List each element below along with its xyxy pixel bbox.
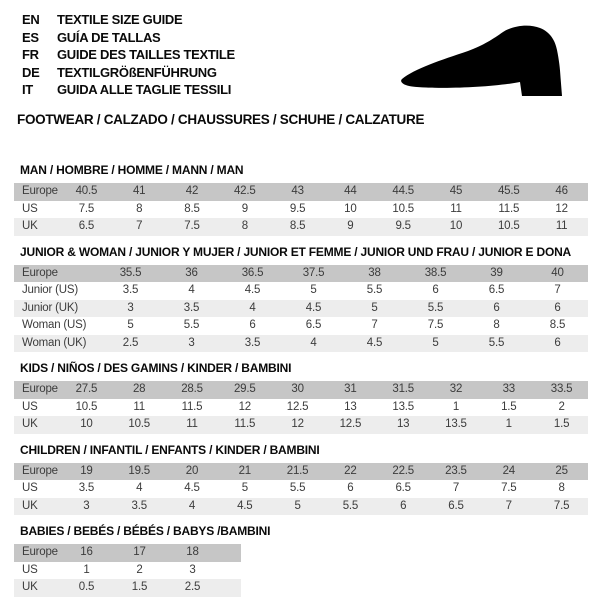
shoe-icon xyxy=(395,22,577,102)
size-value-cell: 1 xyxy=(505,418,512,430)
size-value-cell: 7 xyxy=(136,220,143,232)
row-label: Europe xyxy=(22,546,58,558)
size-value-cell: 19.5 xyxy=(128,464,150,477)
row-label: UK xyxy=(22,581,38,593)
size-value-cell: 11 xyxy=(555,220,568,232)
size-value-cell: 6.5 xyxy=(78,220,95,232)
size-value-cell: 3.5 xyxy=(122,284,139,296)
size-value-cell: 7 xyxy=(505,499,512,512)
size-section xyxy=(14,246,588,353)
size-value-cell: 0.5 xyxy=(78,581,95,593)
size-value-cell: 3 xyxy=(189,563,196,576)
size-value-cell: 10.5 xyxy=(392,202,414,215)
language-line xyxy=(22,81,235,99)
size-value-cell: 38.5 xyxy=(424,266,447,279)
section-title: KIDS / NIÑOS / DES GAMINS / KINDER / BAMBINI xyxy=(20,361,292,375)
size-value-cell: 4.5 xyxy=(184,482,200,494)
table-row xyxy=(14,480,588,498)
table-row xyxy=(14,282,588,300)
size-value-cell: 8 xyxy=(136,202,143,215)
size-value-cell: 23.5 xyxy=(445,464,467,477)
language-code: IT xyxy=(22,82,33,97)
size-value-cell: 5 xyxy=(371,301,378,314)
language-code: EN xyxy=(22,12,40,27)
size-value-cell: 1.5 xyxy=(553,418,570,430)
size-value-cell: 6 xyxy=(554,301,561,314)
size-value-cell: 4.5 xyxy=(237,499,253,512)
size-value-cell: 2 xyxy=(136,563,143,576)
size-value-cell: 8.5 xyxy=(549,319,566,331)
size-value-cell: 9 xyxy=(347,220,354,232)
size-value-cell: 8 xyxy=(558,482,565,494)
size-value-cell: 20 xyxy=(185,464,199,477)
row-label: Europe xyxy=(22,383,58,395)
size-value-cell: 4 xyxy=(249,301,256,314)
table-row xyxy=(14,335,588,353)
size-value-cell: 42.5 xyxy=(233,185,256,197)
size-value-cell: 10.5 xyxy=(128,418,150,430)
size-value-cell: 12.5 xyxy=(339,418,362,430)
language-label: TEXTILE SIZE GUIDE xyxy=(57,12,183,27)
size-section xyxy=(14,525,588,597)
size-value-cell: 7 xyxy=(554,284,561,296)
size-value-cell: 38 xyxy=(368,266,381,279)
size-value-cell: 5.5 xyxy=(488,336,505,349)
size-value-cell: 10 xyxy=(449,220,463,232)
size-value-cell: 28.5 xyxy=(181,383,203,395)
size-value-cell: 9.5 xyxy=(395,220,411,232)
table-row xyxy=(14,218,588,236)
size-value-cell: 2.5 xyxy=(122,336,139,349)
size-value-cell: 7 xyxy=(452,482,460,494)
size-value-cell: 6 xyxy=(249,319,256,331)
size-value-cell: 4.5 xyxy=(244,284,261,296)
size-value-cell: 17 xyxy=(133,546,146,558)
size-value-cell: 9 xyxy=(241,202,248,215)
size-value-cell: 8.5 xyxy=(184,202,200,215)
language-line xyxy=(22,64,235,82)
size-value-cell: 7.5 xyxy=(427,319,444,331)
row-label: Europe xyxy=(22,464,58,477)
row-label: Junior (UK) xyxy=(22,301,78,314)
size-value-cell: 22 xyxy=(344,464,357,477)
size-value-cell: 10.5 xyxy=(497,220,520,232)
row-label: US xyxy=(22,563,38,576)
size-value-cell: 11 xyxy=(450,202,462,215)
size-value-cell: 29.5 xyxy=(233,383,256,395)
table-row xyxy=(14,201,588,219)
size-value-cell: 6.5 xyxy=(448,499,464,512)
language-label: GUIDE DES TAILLES TEXTILE xyxy=(57,47,235,62)
section-title: CHILDREN / INFANTIL / ENFANTS / KINDER / BAMBINI xyxy=(20,442,320,457)
size-value-cell: 9.5 xyxy=(289,202,306,215)
language-label: GUIDA ALLE TAGLIE TESSILI xyxy=(57,82,232,97)
size-value-cell: 3.5 xyxy=(183,301,200,314)
size-value-cell: 43 xyxy=(291,185,304,197)
size-value-cell: 7.5 xyxy=(501,482,517,494)
size-value-cell: 3.5 xyxy=(131,499,147,512)
language-label: TEXTILGRÖßENFÜHRUNG xyxy=(57,64,217,80)
size-table xyxy=(14,183,588,236)
size-value-cell: 7.5 xyxy=(78,202,95,215)
size-value-cell: 11 xyxy=(186,418,198,430)
size-value-cell: 8.5 xyxy=(289,220,306,232)
row-label: UK xyxy=(22,220,38,232)
size-value-cell: 3.5 xyxy=(78,482,95,494)
table-row xyxy=(14,300,588,318)
size-value-cell: 2 xyxy=(558,400,565,413)
category-line: FOOTWEAR / CALZADO / CHAUSSURES / SCHUHE / CALZATURE xyxy=(17,112,425,127)
size-value-cell: 8 xyxy=(493,319,500,331)
size-section xyxy=(14,164,588,236)
size-value-cell: 4.5 xyxy=(366,336,383,349)
size-table xyxy=(14,544,241,597)
size-value-cell: 3 xyxy=(188,336,195,349)
size-value-cell: 12 xyxy=(238,400,251,413)
size-value-cell: 24 xyxy=(502,464,515,477)
size-value-cell: 10 xyxy=(80,418,93,430)
size-value-cell: 6.5 xyxy=(305,319,322,331)
empty-cell xyxy=(219,562,241,580)
size-value-cell: 44 xyxy=(344,185,357,197)
size-value-cell: 1.5 xyxy=(501,400,517,413)
size-value-cell: 31 xyxy=(344,383,357,395)
size-value-cell: 25 xyxy=(555,464,568,477)
size-value-cell: 35.5 xyxy=(119,266,142,279)
size-value-cell: 6 xyxy=(493,301,500,314)
size-value-cell: 1.5 xyxy=(131,581,148,593)
size-value-cell: 32 xyxy=(449,383,463,395)
empty-cell xyxy=(219,544,241,562)
language-line xyxy=(22,46,235,64)
language-line xyxy=(22,11,235,29)
size-value-cell: 6.5 xyxy=(395,482,411,494)
row-label: UK xyxy=(22,499,38,512)
size-value-cell: 22.5 xyxy=(392,464,414,477)
size-value-cell: 27.5 xyxy=(75,383,98,395)
empty-cell xyxy=(219,579,241,597)
size-value-cell: 5 xyxy=(241,482,248,494)
size-value-cell: 12 xyxy=(291,418,304,430)
table-row xyxy=(14,381,588,399)
row-label: UK xyxy=(22,418,38,430)
row-label: US xyxy=(22,400,38,413)
size-value-cell: 41 xyxy=(132,185,146,197)
size-value-cell: 31.5 xyxy=(392,383,414,395)
size-value-cell: 11.5 xyxy=(181,400,203,413)
size-value-cell: 42 xyxy=(185,185,199,197)
section-title: MAN / HOMBRE / HOMME / MANN / MAN xyxy=(20,163,244,177)
size-value-cell: 13 xyxy=(344,400,357,413)
size-tables xyxy=(14,164,588,600)
size-value-cell: 33 xyxy=(502,383,515,395)
size-value-cell: 45.5 xyxy=(497,185,520,197)
size-value-cell: 6 xyxy=(432,284,439,296)
size-value-cell: 5 xyxy=(432,336,439,349)
size-value-cell: 10 xyxy=(344,202,357,215)
size-value-cell: 16 xyxy=(80,546,93,558)
size-value-cell: 13 xyxy=(396,418,410,430)
size-value-cell: 7 xyxy=(371,319,378,331)
language-code: ES xyxy=(22,29,39,45)
size-value-cell: 4 xyxy=(188,284,195,296)
size-value-cell: 19 xyxy=(80,464,93,477)
table-row xyxy=(14,498,588,516)
size-value-cell: 13.5 xyxy=(392,400,414,413)
size-value-cell: 37.5 xyxy=(302,266,325,279)
size-value-cell: 40 xyxy=(551,266,564,279)
size-value-cell: 39 xyxy=(490,266,503,279)
size-value-cell: 36 xyxy=(185,266,198,279)
row-label: Junior (US) xyxy=(22,284,78,296)
size-value-cell: 11.5 xyxy=(498,202,520,215)
size-value-cell: 10.5 xyxy=(75,400,98,413)
size-value-cell: 4.5 xyxy=(305,301,322,314)
size-value-cell: 4 xyxy=(310,336,317,349)
row-label: Woman (US) xyxy=(22,319,87,331)
language-code: DE xyxy=(22,64,40,80)
size-value-cell: 5.5 xyxy=(183,319,200,331)
size-value-cell: 21.5 xyxy=(286,464,309,477)
table-row xyxy=(14,317,588,335)
size-table xyxy=(14,381,588,434)
table-row xyxy=(14,265,588,283)
table-row xyxy=(14,183,588,201)
size-value-cell: 30 xyxy=(291,383,304,395)
size-value-cell: 5.5 xyxy=(289,482,306,494)
size-value-cell: 5.5 xyxy=(342,499,359,512)
size-value-cell: 45 xyxy=(449,185,463,197)
size-value-cell: 28 xyxy=(132,383,146,395)
row-label: Europe xyxy=(22,185,58,197)
size-value-cell: 4 xyxy=(136,482,143,494)
language-label: GUÍA DE TALLAS xyxy=(57,29,161,45)
size-value-cell: 13.5 xyxy=(445,418,467,430)
size-value-cell: 11.5 xyxy=(234,418,256,430)
size-value-cell: 3.5 xyxy=(244,336,261,349)
row-label: US xyxy=(22,202,38,215)
table-row xyxy=(14,399,588,417)
size-value-cell: 5.5 xyxy=(427,301,444,314)
size-value-cell: 7.5 xyxy=(553,499,570,512)
size-section xyxy=(14,444,588,516)
size-value-cell: 5.5 xyxy=(366,284,383,296)
size-value-cell: 36.5 xyxy=(241,266,264,279)
size-value-cell: 40.5 xyxy=(75,185,98,197)
table-row xyxy=(14,416,588,434)
table-row xyxy=(14,579,241,597)
language-code: FR xyxy=(22,47,39,62)
size-value-cell: 7.5 xyxy=(184,220,200,232)
table-row xyxy=(14,463,588,481)
size-value-cell: 3 xyxy=(127,301,134,314)
size-table xyxy=(14,265,588,353)
size-value-cell: 33.5 xyxy=(550,383,573,395)
row-label: US xyxy=(22,482,38,494)
size-value-cell: 46 xyxy=(555,185,568,197)
size-value-cell: 21 xyxy=(238,464,251,477)
size-value-cell: 6 xyxy=(554,336,561,349)
size-value-cell: 18 xyxy=(186,546,199,558)
size-value-cell: 44.5 xyxy=(392,185,414,197)
size-table xyxy=(14,463,588,516)
size-value-cell: 2.5 xyxy=(184,581,201,593)
size-value-cell: 12.5 xyxy=(286,400,309,413)
size-value-cell: 5 xyxy=(127,319,134,331)
size-section xyxy=(14,362,588,434)
size-value-cell: 6 xyxy=(347,482,354,494)
size-value-cell: 5 xyxy=(294,499,301,512)
size-value-cell: 12 xyxy=(555,202,568,215)
size-value-cell: 11 xyxy=(133,400,145,413)
size-value-cell: 3 xyxy=(83,499,90,512)
size-value-cell: 1 xyxy=(452,400,460,413)
row-label: Europe xyxy=(22,266,58,279)
size-value-cell: 1 xyxy=(83,563,90,576)
section-title: BABIES / BEBÉS / BÉBÉS / BABYS /BAMBINI xyxy=(20,524,271,538)
size-value-cell: 4 xyxy=(188,499,196,512)
row-label: Woman (UK) xyxy=(22,336,87,349)
table-row xyxy=(14,544,241,562)
table-row xyxy=(14,562,241,580)
section-title: JUNIOR & WOMAN / JUNIOR Y MUJER / JUNIOR ET FEMME / JUNIOR UND FRAU / JUNIOR E DONA xyxy=(20,244,572,259)
size-value-cell: 8 xyxy=(241,220,248,232)
language-line xyxy=(22,29,235,47)
size-value-cell: 6 xyxy=(400,499,407,512)
size-value-cell: 6.5 xyxy=(488,284,505,296)
size-value-cell: 5 xyxy=(310,284,317,296)
language-list xyxy=(22,11,235,99)
